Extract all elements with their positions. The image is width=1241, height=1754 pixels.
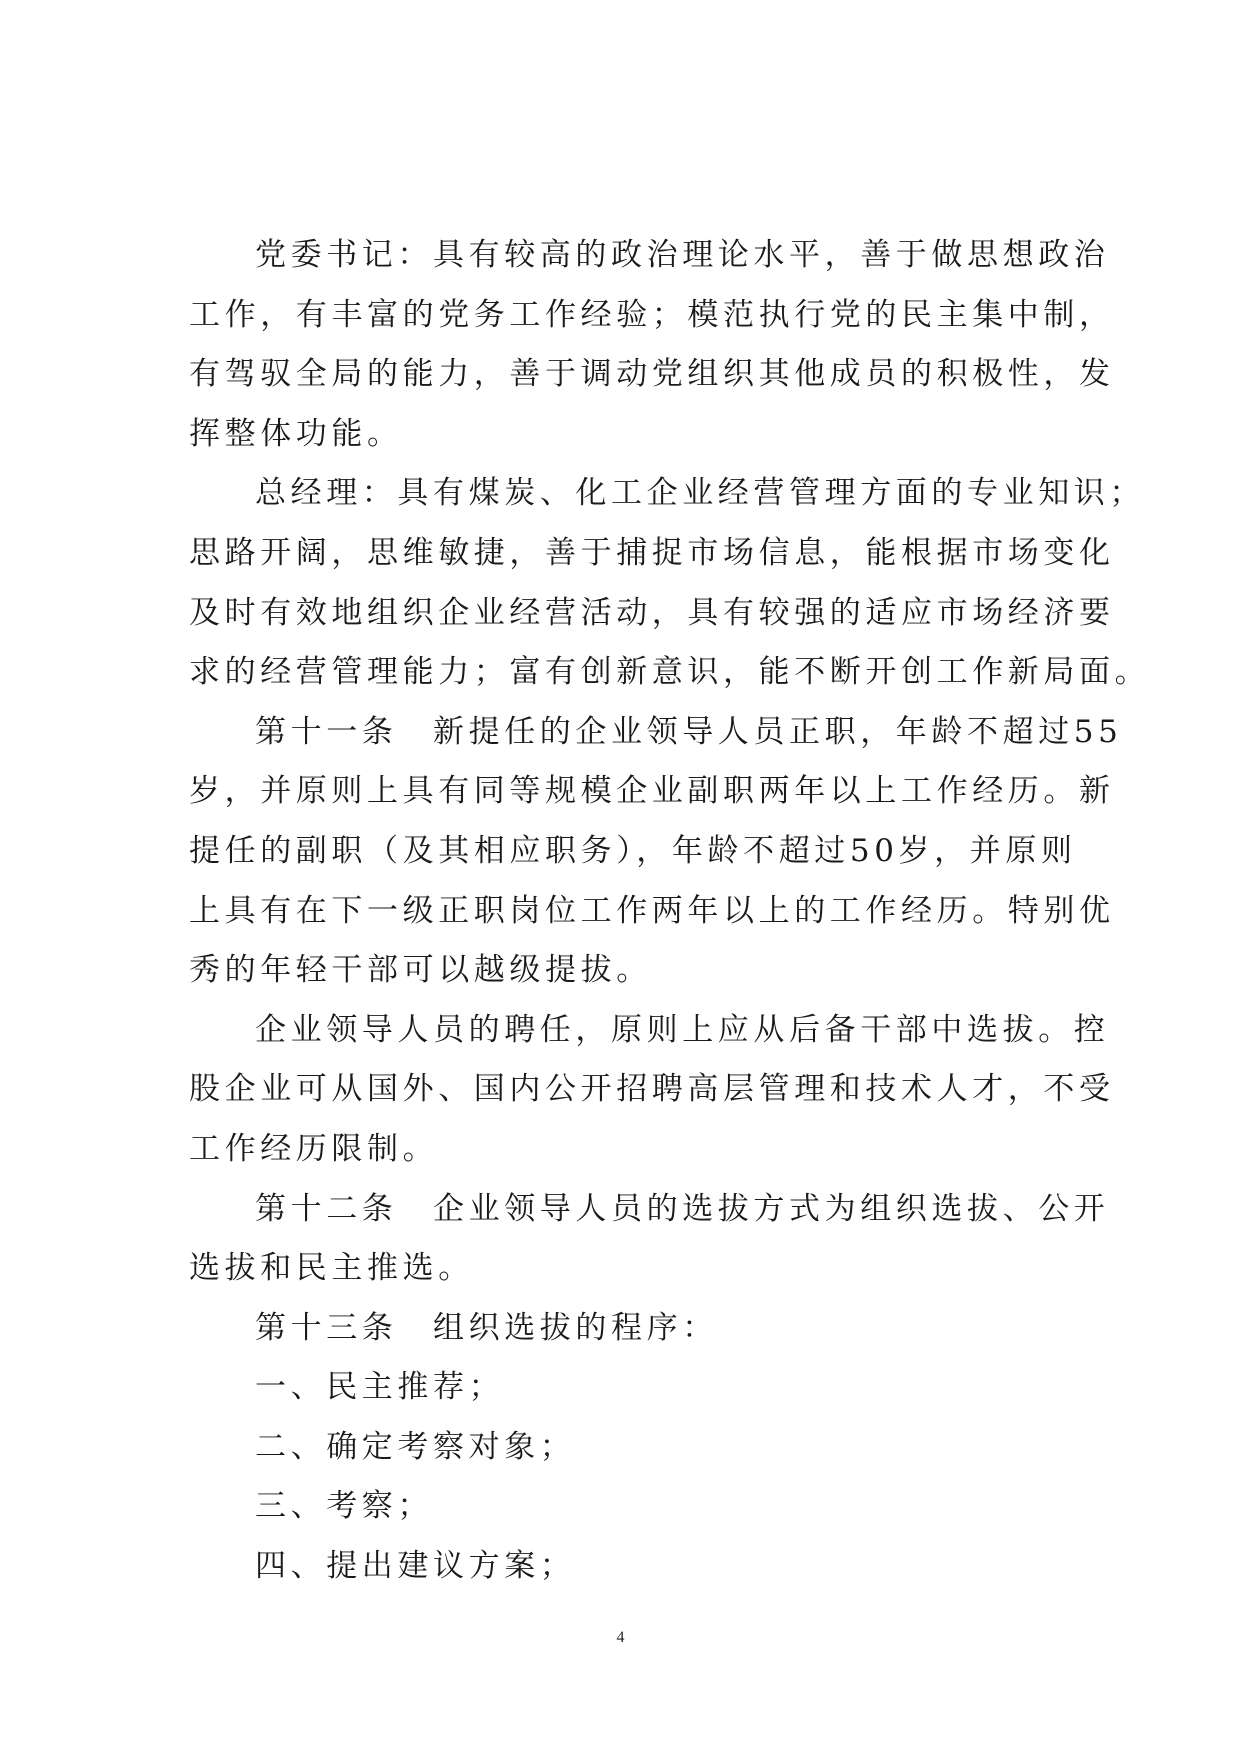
appointment-paragraph-line-3: 工作经历限制。 [189,1130,439,1167]
party-secretary-requirements-line-1: 党委书记：具有较高的政治理论水平，善于做思想政治 [255,237,1110,273]
body-text [189,226,1151,1597]
procedure-item-1: 一、民主推荐； [255,1369,505,1406]
party-secretary-requirements-line-4: 挥整体功能。 [189,415,403,452]
procedure-item-4: 四、提出建议方案； [255,1548,576,1585]
general-manager-requirements-line-4: 求的经营管理能力；富有创新意识，能不断开创工作新局面。 [189,654,1151,691]
appointment-paragraph-line-2: 股企业可从国外、国内公开招聘高层管理和技术人才，不受 [189,1071,1115,1108]
procedure-item-3: 三、考察； [255,1488,433,1525]
article-11-line-2: 岁，并原则上具有同等规模企业副职两年以上工作经历。新 [189,773,1115,810]
general-manager-requirements-line-1: 总经理：具有煤炭、化工企业经营管理方面的专业知识； [255,475,1145,512]
appointment-paragraph-line-1: 企业领导人员的聘任，原则上应从后备干部中选拔。控 [255,1011,1110,1048]
article-11-line-3: 提任的副职（及其相应职务），年龄不超过50岁，并原则 [189,832,1077,869]
article-11-line-5: 秀的年轻干部可以越级提拔。 [189,952,652,989]
general-manager-requirements-line-2: 思路开阔，思维敏捷，善于捕捉市场信息，能根据市场变化 [189,534,1115,571]
party-secretary-requirements-line-3: 有驾驭全局的能力，善于调动党组织其他成员的积极性，发 [189,356,1115,393]
article-11-line-1: 第十一条 新提任的企业领导人员正职，年龄不超过55 [255,713,1123,750]
article-13-heading: 第十三条 组织选拔的程序： [255,1309,718,1346]
article-11-line-4: 上具有在下一级正职岗位工作两年以上的工作经历。特别优 [189,892,1115,929]
article-12-line-2: 选拔和民主推选。 [189,1250,474,1287]
procedure-item-2: 二、确定考察对象； [255,1428,576,1465]
page-number: 4 [616,1629,625,1646]
article-12-line-1: 第十二条 企业领导人员的选拔方式为组织选拔、公开 [255,1190,1110,1227]
party-secretary-requirements-line-2: 工作，有丰富的党务工作经验；模范执行党的民主集中制， [189,296,1115,333]
general-manager-requirements-line-3: 及时有效地组织企业经营活动，具有较强的适应市场经济要 [189,594,1115,631]
